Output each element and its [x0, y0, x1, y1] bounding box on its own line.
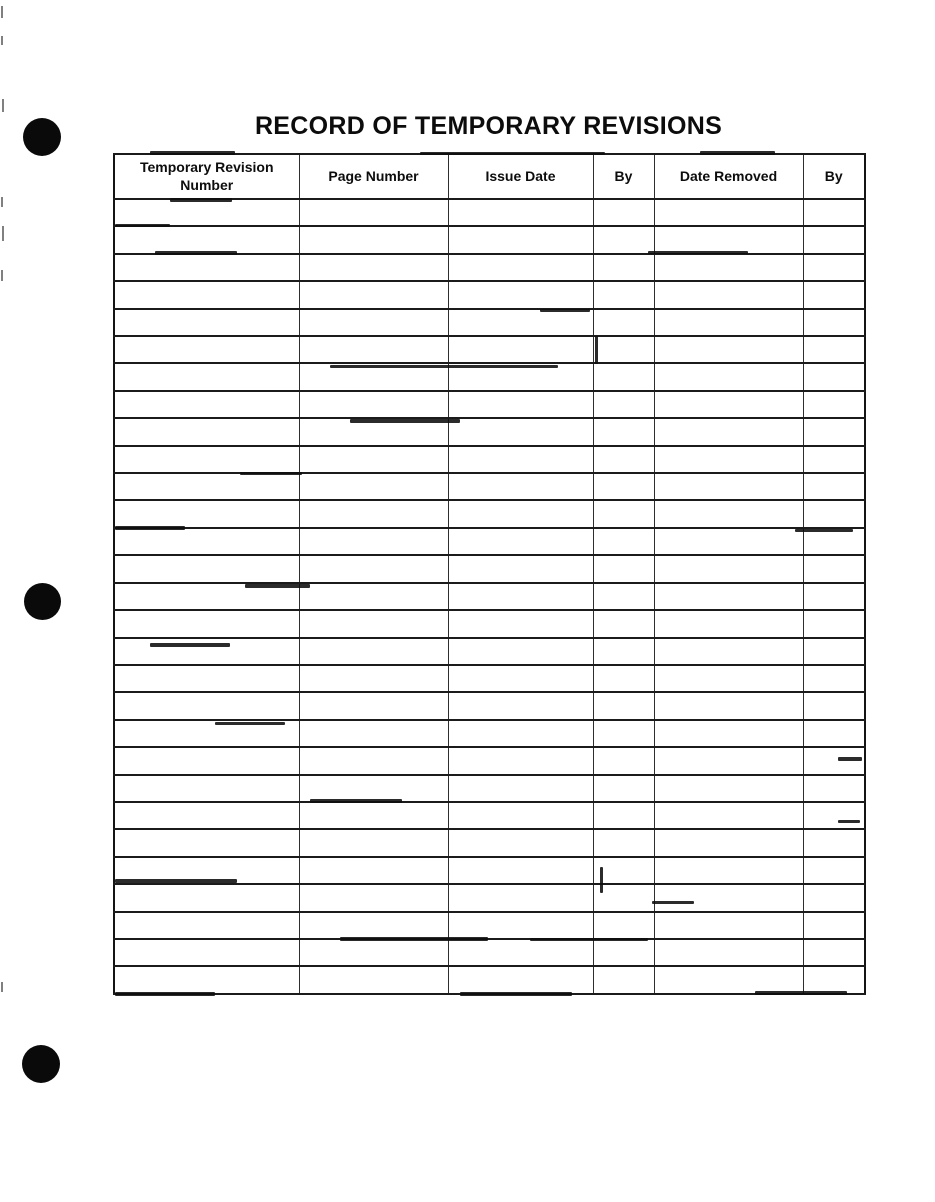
- table-cell: [654, 336, 803, 363]
- table-cell: [803, 802, 865, 829]
- table-cell: [448, 720, 593, 747]
- table-cell: [114, 665, 299, 692]
- table-cell: [654, 747, 803, 774]
- table-cell: [803, 336, 865, 363]
- table-cell: [299, 336, 448, 363]
- table-cell: [654, 226, 803, 253]
- table-cell: [448, 391, 593, 418]
- table-cell: [299, 912, 448, 939]
- table-cell: [593, 281, 654, 308]
- table-cell: [654, 720, 803, 747]
- col-header-issue-date: Issue Date: [448, 154, 593, 199]
- table-cell: [448, 254, 593, 281]
- table-cell: [299, 720, 448, 747]
- table-cell: [448, 747, 593, 774]
- table-cell: [803, 528, 865, 555]
- table-cell: [299, 254, 448, 281]
- table-cell: [448, 418, 593, 445]
- table-cell: [803, 500, 865, 527]
- table-cell: [654, 281, 803, 308]
- table-cell: [114, 446, 299, 473]
- table-cell: [654, 939, 803, 966]
- table-cell: [448, 939, 593, 966]
- table-cell: [448, 528, 593, 555]
- table-cell: [593, 665, 654, 692]
- table-cell: [654, 775, 803, 802]
- table-cell: [299, 966, 448, 994]
- table-cell: [803, 775, 865, 802]
- table-row: [114, 446, 865, 473]
- table-cell: [654, 199, 803, 226]
- table-cell: [593, 884, 654, 911]
- table-cell: [448, 281, 593, 308]
- table-cell: [114, 391, 299, 418]
- table-cell: [654, 802, 803, 829]
- table-cell: [114, 638, 299, 665]
- col-header-page-number: Page Number: [299, 154, 448, 199]
- table-cell: [114, 692, 299, 719]
- scan-edge-mark: [1, 270, 3, 281]
- table-cell: [448, 555, 593, 582]
- table-cell: [448, 336, 593, 363]
- table-cell: [803, 610, 865, 637]
- table-cell: [448, 610, 593, 637]
- table-cell: [448, 226, 593, 253]
- table-cell: [593, 747, 654, 774]
- table-cell: [299, 638, 448, 665]
- table-cell: [114, 966, 299, 994]
- table-cell: [299, 555, 448, 582]
- table-cell: [114, 309, 299, 336]
- table-cell: [448, 583, 593, 610]
- table-cell: [654, 966, 803, 994]
- table-header-row: [114, 154, 865, 199]
- table-cell: [803, 226, 865, 253]
- table-cell: [654, 528, 803, 555]
- table-cell: [593, 528, 654, 555]
- table-cell: [114, 857, 299, 884]
- table-cell: [448, 638, 593, 665]
- table-row: [114, 747, 865, 774]
- table-cell: [593, 857, 654, 884]
- table-cell: [448, 473, 593, 500]
- table-cell: [299, 500, 448, 527]
- table-cell: [803, 692, 865, 719]
- table-cell: [299, 309, 448, 336]
- table-cell: [593, 391, 654, 418]
- table-cell: [114, 418, 299, 445]
- table-cell: [803, 473, 865, 500]
- table-row: [114, 336, 865, 363]
- table-row: [114, 583, 865, 610]
- table-cell: [654, 254, 803, 281]
- table-cell: [299, 528, 448, 555]
- table-cell: [448, 912, 593, 939]
- col-header-by-issue: By: [593, 154, 654, 199]
- table-cell: [803, 309, 865, 336]
- table-cell: [593, 500, 654, 527]
- table-cell: [299, 802, 448, 829]
- table-cell: [114, 226, 299, 253]
- table-row: [114, 939, 865, 966]
- table-cell: [299, 199, 448, 226]
- table-cell: [593, 583, 654, 610]
- table-cell: [803, 391, 865, 418]
- table-cell: [299, 692, 448, 719]
- table-cell: [114, 939, 299, 966]
- table-cell: [803, 747, 865, 774]
- table-cell: [593, 254, 654, 281]
- table-cell: [593, 775, 654, 802]
- table-cell: [299, 281, 448, 308]
- table-cell: [593, 610, 654, 637]
- table-cell: [803, 665, 865, 692]
- table-cell: [448, 857, 593, 884]
- table-cell: [654, 500, 803, 527]
- table-cell: [654, 473, 803, 500]
- table-row: [114, 884, 865, 911]
- table-cell: [299, 583, 448, 610]
- table-cell: [299, 829, 448, 856]
- table-cell: [114, 254, 299, 281]
- table-cell: [114, 912, 299, 939]
- table-cell: [114, 555, 299, 582]
- table-cell: [803, 912, 865, 939]
- table-cell: [299, 610, 448, 637]
- table-row: [114, 692, 865, 719]
- table-cell: [593, 966, 654, 994]
- table-cell: [803, 583, 865, 610]
- table-row: [114, 775, 865, 802]
- table-cell: [654, 665, 803, 692]
- punch-hole-middle: [24, 583, 61, 620]
- temporary-revisions-table: [113, 153, 866, 995]
- table-row: [114, 638, 865, 665]
- table-cell: [654, 884, 803, 911]
- table-row: [114, 473, 865, 500]
- punch-hole-top: [23, 118, 61, 156]
- table-cell: [593, 638, 654, 665]
- table-cell: [654, 638, 803, 665]
- table-cell: [593, 363, 654, 390]
- table-cell: [593, 473, 654, 500]
- scan-edge-mark: [2, 226, 4, 241]
- scan-edge-mark: [2, 99, 4, 112]
- table-cell: [803, 555, 865, 582]
- table-cell: [114, 829, 299, 856]
- table-cell: [114, 473, 299, 500]
- table-cell: [593, 418, 654, 445]
- table-row: [114, 254, 865, 281]
- table-body: [114, 199, 865, 994]
- table-cell: [299, 775, 448, 802]
- col-header-by-removed: By: [803, 154, 865, 199]
- table-cell: [448, 500, 593, 527]
- table-cell: [654, 583, 803, 610]
- table-cell: [803, 939, 865, 966]
- table-cell: [593, 802, 654, 829]
- table-cell: [299, 418, 448, 445]
- page-title: RECORD OF TEMPORARY REVISIONS: [254, 112, 723, 140]
- table-row: [114, 555, 865, 582]
- table-cell: [114, 775, 299, 802]
- table-row: [114, 418, 865, 445]
- table-cell: [114, 199, 299, 226]
- table-cell: [803, 418, 865, 445]
- table-row: [114, 966, 865, 994]
- table-cell: [299, 665, 448, 692]
- table-cell: [448, 309, 593, 336]
- table-row: [114, 610, 865, 637]
- table-cell: [299, 391, 448, 418]
- table-row: [114, 857, 865, 884]
- table-cell: [299, 446, 448, 473]
- punch-hole-bottom: [22, 1045, 60, 1083]
- table-cell: [654, 446, 803, 473]
- table-cell: [448, 829, 593, 856]
- scan-edge-mark: [1, 197, 3, 207]
- table-row: [114, 226, 865, 253]
- table-cell: [593, 692, 654, 719]
- scan-edge-mark: [1, 6, 3, 18]
- table-cell: [299, 747, 448, 774]
- table-cell: [448, 966, 593, 994]
- table-cell: [114, 720, 299, 747]
- table-cell: [593, 829, 654, 856]
- table-cell: [654, 363, 803, 390]
- table-cell: [448, 802, 593, 829]
- table-cell: [114, 336, 299, 363]
- table-cell: [114, 747, 299, 774]
- table-cell: [593, 720, 654, 747]
- table-cell: [114, 281, 299, 308]
- table-cell: [654, 418, 803, 445]
- table-cell: [803, 199, 865, 226]
- table-cell: [299, 884, 448, 911]
- table-cell: [593, 912, 654, 939]
- table-cell: [114, 802, 299, 829]
- table-cell: [448, 884, 593, 911]
- table-row: [114, 363, 865, 390]
- table-row: [114, 199, 865, 226]
- table-cell: [803, 638, 865, 665]
- table-row: [114, 829, 865, 856]
- table-cell: [448, 775, 593, 802]
- table-cell: [593, 336, 654, 363]
- table-cell: [593, 309, 654, 336]
- table-cell: [114, 363, 299, 390]
- table-cell: [593, 939, 654, 966]
- col-header-temporary-revision-number: Temporary Revision Number: [114, 154, 299, 199]
- table-cell: [114, 884, 299, 911]
- table-cell: [593, 446, 654, 473]
- table-cell: [114, 500, 299, 527]
- table-cell: [654, 391, 803, 418]
- table-cell: [114, 528, 299, 555]
- table-cell: [299, 226, 448, 253]
- table-row: [114, 720, 865, 747]
- table-row: [114, 309, 865, 336]
- table-cell: [803, 720, 865, 747]
- table-cell: [654, 610, 803, 637]
- table-cell: [803, 829, 865, 856]
- table-cell: [803, 966, 865, 994]
- scan-edge-mark: [1, 36, 3, 45]
- table-row: [114, 528, 865, 555]
- table-cell: [803, 281, 865, 308]
- table-cell: [448, 446, 593, 473]
- table-cell: [299, 939, 448, 966]
- scan-edge-mark: [1, 982, 3, 992]
- table-cell: [654, 555, 803, 582]
- table-cell: [299, 857, 448, 884]
- table-cell: [448, 692, 593, 719]
- table-row: [114, 281, 865, 308]
- table-cell: [299, 363, 448, 390]
- table-row: [114, 802, 865, 829]
- table-cell: [448, 665, 593, 692]
- table-cell: [803, 446, 865, 473]
- table-cell: [593, 555, 654, 582]
- table-cell: [654, 857, 803, 884]
- table-row: [114, 912, 865, 939]
- table-cell: [448, 199, 593, 226]
- table-cell: [114, 583, 299, 610]
- table-cell: [803, 857, 865, 884]
- table-cell: [654, 829, 803, 856]
- col-header-date-removed: Date Removed: [654, 154, 803, 199]
- table-cell: [803, 884, 865, 911]
- table-cell: [593, 226, 654, 253]
- table-cell: [803, 254, 865, 281]
- table-cell: [593, 199, 654, 226]
- table-cell: [803, 363, 865, 390]
- table-cell: [654, 309, 803, 336]
- table-cell: [654, 692, 803, 719]
- table-cell: [448, 363, 593, 390]
- table-cell: [299, 473, 448, 500]
- table-cell: [654, 912, 803, 939]
- table-cell: [114, 610, 299, 637]
- table-row: [114, 391, 865, 418]
- table-row: [114, 500, 865, 527]
- table-row: [114, 665, 865, 692]
